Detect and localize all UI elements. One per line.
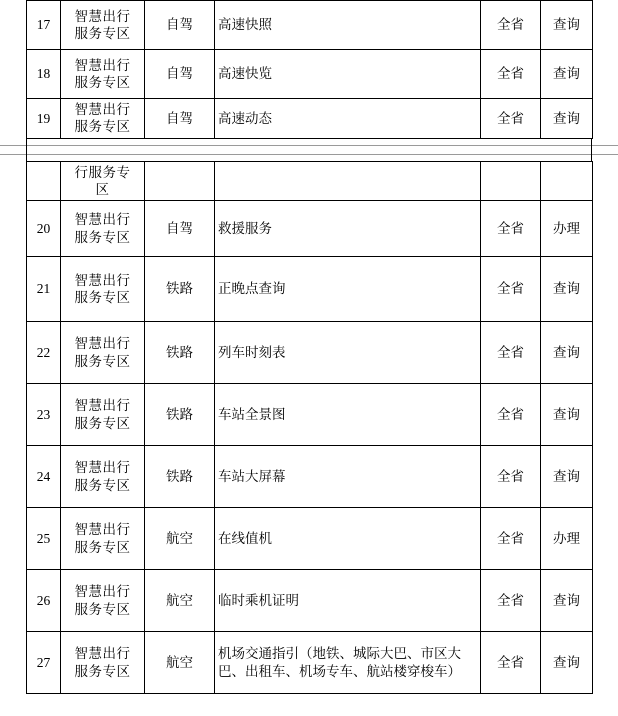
row-service-name: 救援服务 bbox=[215, 201, 481, 257]
row-service-name: 高速动态 bbox=[215, 99, 481, 139]
row-scope: 全省 bbox=[481, 384, 541, 446]
row-action: 查询 bbox=[541, 446, 593, 508]
row-zone: 行服务专区 bbox=[61, 161, 145, 201]
row-service-name: 在线值机 bbox=[215, 508, 481, 570]
row-index: 27 bbox=[27, 632, 61, 694]
table-row bbox=[27, 632, 593, 694]
row-scope: 全省 bbox=[481, 632, 541, 694]
row-action: 查询 bbox=[541, 384, 593, 446]
page-break-separator bbox=[0, 139, 618, 161]
row-service-name bbox=[215, 161, 481, 201]
row-scope: 全省 bbox=[481, 50, 541, 99]
page-break-line-top bbox=[0, 145, 618, 146]
row-scope: 全省 bbox=[481, 1, 541, 50]
row-mode: 自驾 bbox=[145, 201, 215, 257]
row-index bbox=[27, 161, 61, 201]
table-border-stub-right bbox=[591, 139, 592, 161]
row-action: 查询 bbox=[541, 99, 593, 139]
row-zone: 智慧出行服务专区 bbox=[61, 257, 145, 322]
table-row bbox=[27, 50, 593, 99]
service-table-bottom bbox=[26, 161, 593, 695]
row-mode: 航空 bbox=[145, 570, 215, 632]
row-index: 23 bbox=[27, 384, 61, 446]
row-zone: 智慧出行服务专区 bbox=[61, 50, 145, 99]
row-service-name: 临时乘机证明 bbox=[215, 570, 481, 632]
row-index: 22 bbox=[27, 322, 61, 384]
row-scope: 全省 bbox=[481, 257, 541, 322]
row-scope: 全省 bbox=[481, 570, 541, 632]
row-scope: 全省 bbox=[481, 322, 541, 384]
table-row bbox=[27, 384, 593, 446]
row-action: 查询 bbox=[541, 322, 593, 384]
row-mode bbox=[145, 161, 215, 201]
row-mode: 自驾 bbox=[145, 50, 215, 99]
row-zone: 智慧出行服务专区 bbox=[61, 99, 145, 139]
table-row bbox=[27, 99, 593, 139]
row-action: 查询 bbox=[541, 50, 593, 99]
row-zone: 智慧出行服务专区 bbox=[61, 1, 145, 50]
page-break-gap bbox=[0, 146, 618, 154]
row-index: 25 bbox=[27, 508, 61, 570]
table-row bbox=[27, 322, 593, 384]
row-index: 19 bbox=[27, 99, 61, 139]
row-service-name: 高速快照 bbox=[215, 1, 481, 50]
row-mode: 自驾 bbox=[145, 99, 215, 139]
row-mode: 铁路 bbox=[145, 446, 215, 508]
row-index: 24 bbox=[27, 446, 61, 508]
row-action: 查询 bbox=[541, 570, 593, 632]
row-action: 办理 bbox=[541, 508, 593, 570]
row-zone: 智慧出行服务专区 bbox=[61, 322, 145, 384]
row-index: 26 bbox=[27, 570, 61, 632]
row-service-name: 车站全景图 bbox=[215, 384, 481, 446]
row-scope: 全省 bbox=[481, 99, 541, 139]
row-zone: 智慧出行服务专区 bbox=[61, 632, 145, 694]
page-break-line-bottom bbox=[0, 154, 618, 155]
row-mode: 航空 bbox=[145, 632, 215, 694]
row-service-name: 正晚点查询 bbox=[215, 257, 481, 322]
row-action: 查询 bbox=[541, 1, 593, 50]
row-zone: 智慧出行服务专区 bbox=[61, 508, 145, 570]
row-scope: 全省 bbox=[481, 508, 541, 570]
row-scope: 全省 bbox=[481, 201, 541, 257]
row-service-name: 列车时刻表 bbox=[215, 322, 481, 384]
row-mode: 铁路 bbox=[145, 322, 215, 384]
row-action bbox=[541, 161, 593, 201]
row-zone: 智慧出行服务专区 bbox=[61, 570, 145, 632]
row-index: 17 bbox=[27, 1, 61, 50]
row-action: 办理 bbox=[541, 201, 593, 257]
row-scope: 全省 bbox=[481, 446, 541, 508]
table-row bbox=[27, 508, 593, 570]
row-service-name: 机场交通指引（地铁、城际大巴、市区大巴、出租车、机场专车、航站楼穿梭车） bbox=[215, 632, 481, 694]
table-row bbox=[27, 257, 593, 322]
row-mode: 铁路 bbox=[145, 384, 215, 446]
table-row-continued bbox=[27, 161, 593, 201]
row-index: 21 bbox=[27, 257, 61, 322]
row-index: 18 bbox=[27, 50, 61, 99]
table-row bbox=[27, 1, 593, 50]
row-scope bbox=[481, 161, 541, 201]
row-service-name: 车站大屏幕 bbox=[215, 446, 481, 508]
service-table-top bbox=[26, 0, 593, 139]
table-row bbox=[27, 446, 593, 508]
row-zone: 智慧出行服务专区 bbox=[61, 446, 145, 508]
row-index: 20 bbox=[27, 201, 61, 257]
table-row bbox=[27, 570, 593, 632]
row-action: 查询 bbox=[541, 257, 593, 322]
row-action: 查询 bbox=[541, 632, 593, 694]
row-service-name: 高速快览 bbox=[215, 50, 481, 99]
row-zone: 智慧出行服务专区 bbox=[61, 384, 145, 446]
row-mode: 自驾 bbox=[145, 1, 215, 50]
row-mode: 铁路 bbox=[145, 257, 215, 322]
row-zone: 智慧出行服务专区 bbox=[61, 201, 145, 257]
table-row bbox=[27, 201, 593, 257]
table-border-stub-left bbox=[26, 139, 27, 161]
row-mode: 航空 bbox=[145, 508, 215, 570]
